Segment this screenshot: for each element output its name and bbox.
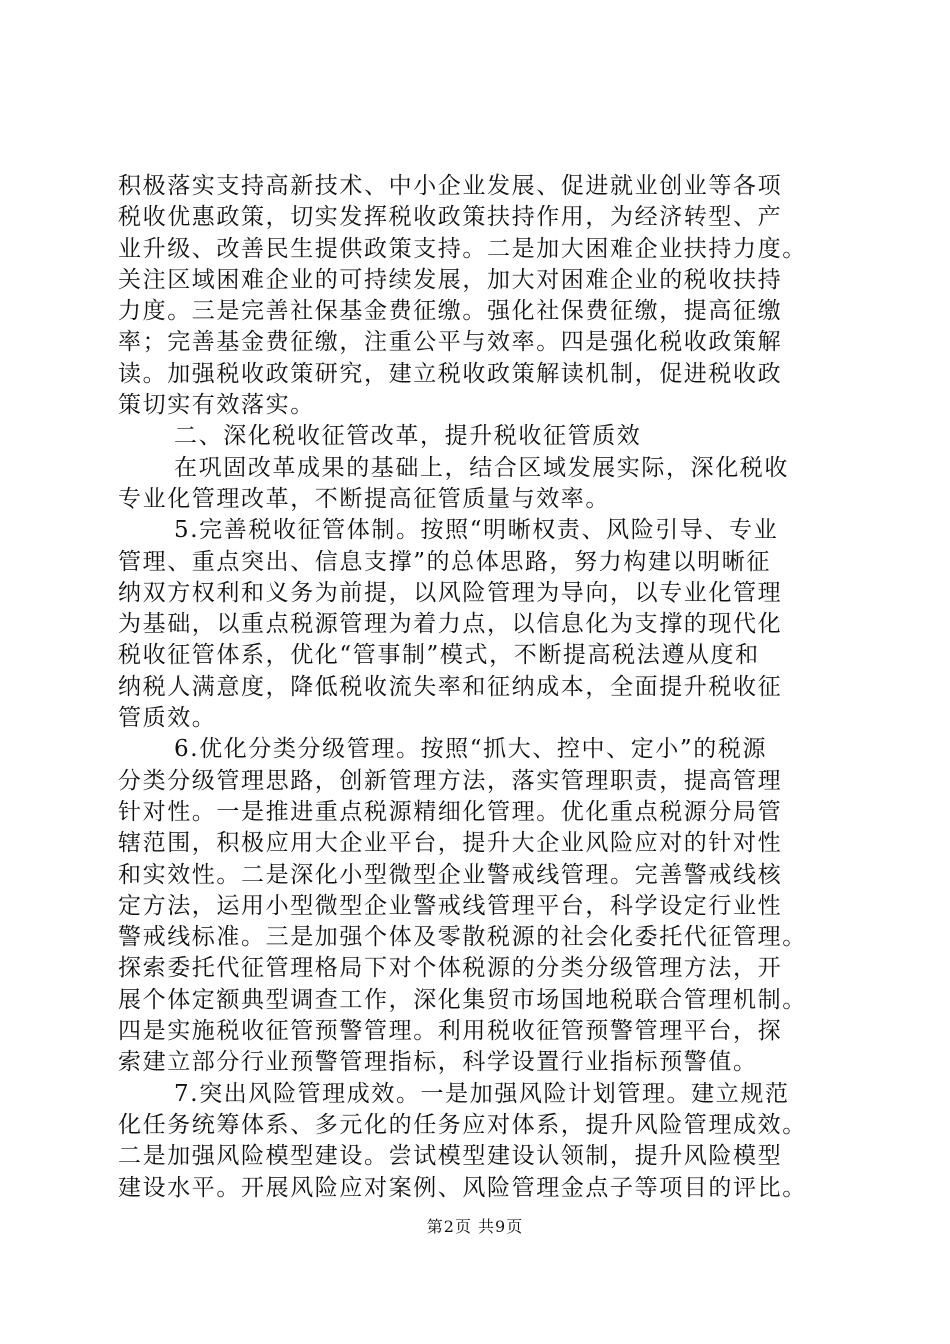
text-line: 针对性。一是推进重点税源精细化管理。优化重点税源分局管 [118, 798, 783, 825]
text-line: 建设水平。开展风险应对案例、风险管理金点子等项目的评比。 [118, 1174, 807, 1201]
text-line: 二是加强风险模型建设。尝试模型建设认领制，提升风险模型 [118, 1143, 783, 1170]
text-line: 7.突出风险管理成效。一是加强风险计划管理。建立规范 [174, 1080, 790, 1107]
text-line: 管理、重点突出、信息支撑”的总体思路，努力构建以明晰征 [118, 548, 771, 575]
text-line: 策切实有效落实。 [118, 392, 315, 419]
text-line: 率；完善基金费征缴，注重公平与效率。四是强化税收政策解 [118, 329, 783, 356]
text-line: 化任务统筹体系、多元化的任务应对体系，提升风险管理成效。 [118, 1111, 807, 1138]
text-line: 读。加强税收政策研究，建立税收政策解读机制，促进税收政 [118, 360, 783, 387]
text-line: 关注区域困难企业的可持续发展，加大对困难企业的税收扶持 [118, 266, 783, 293]
text-line: 管质效。 [118, 705, 217, 732]
text-line: 5.完善税收征管体制。按照“明晰权责、风险引导、专业 [174, 517, 779, 544]
text-line: 积极落实支持高新技术、中小企业发展、促进就业创业等各项 [118, 173, 783, 199]
text-line: 纳税人满意度，降低税收流失率和征纳成本，全面提升税收征 [118, 673, 783, 700]
text-line: 警戒线标准。三是加强个体及零散税源的社会化委托代征管理。 [118, 924, 807, 951]
document-body [118, 171, 834, 1204]
text-line: 在巩固改革成果的基础上，结合区域发展实际，深化税收 [174, 454, 789, 481]
text-line: 二、深化税收征管改革，提升税收征管质效 [174, 423, 642, 450]
text-line: 和实效性。二是深化小型微型企业警戒线管理。完善警戒线核 [118, 861, 783, 888]
text-line: 6.优化分类分级管理。按照“抓大、控中、定小”的税源 [174, 736, 768, 763]
text-line: 力度。三是完善社保基金费征缴。强化社保费征缴，提高征缴 [118, 298, 783, 325]
page-footer: 第2页 共9页 [426, 1217, 524, 1236]
text-line: 四是实施税收征管预警管理。利用税收征管预警管理平台，探 [118, 1018, 783, 1045]
text-line: 纳双方权利和义务为前提，以风险管理为导向，以专业化管理 [118, 579, 783, 606]
text-line: 定方法，运用小型微型企业警戒线管理平台，科学设定行业性 [118, 892, 783, 919]
text-line: 辖范围，积极应用大企业平台，提升大企业风险应对的针对性 [118, 830, 783, 857]
text-line: 索建立部分行业预警管理指标，科学设置行业指标预警值。 [118, 1049, 758, 1076]
text-line: 专业化管理改革，不断提高征管质量与效率。 [118, 485, 610, 512]
text-line: 业升级、改善民生提供政策支持。二是加大困难企业扶持力度。 [118, 235, 807, 262]
text-line: 探索委托代征管理格局下对个体税源的分类分级管理方法，开 [118, 955, 783, 982]
text-line: 税收优惠政策，切实发挥税收政策扶持作用，为经济转型、产 [118, 204, 783, 231]
text-line: 为基础，以重点税源管理为着力点，以信息化为支撑的现代化 [118, 611, 783, 638]
text-line: 分类分级管理思路，创新管理方法，落实管理职责，提高管理 [118, 767, 783, 794]
text-line: 展个体定额典型调查工作，深化集贸市场国地税联合管理机制。 [118, 986, 807, 1013]
text-line: 税收征管体系，优化“管事制”模式，不断提高税法遵从度和 [118, 642, 760, 669]
